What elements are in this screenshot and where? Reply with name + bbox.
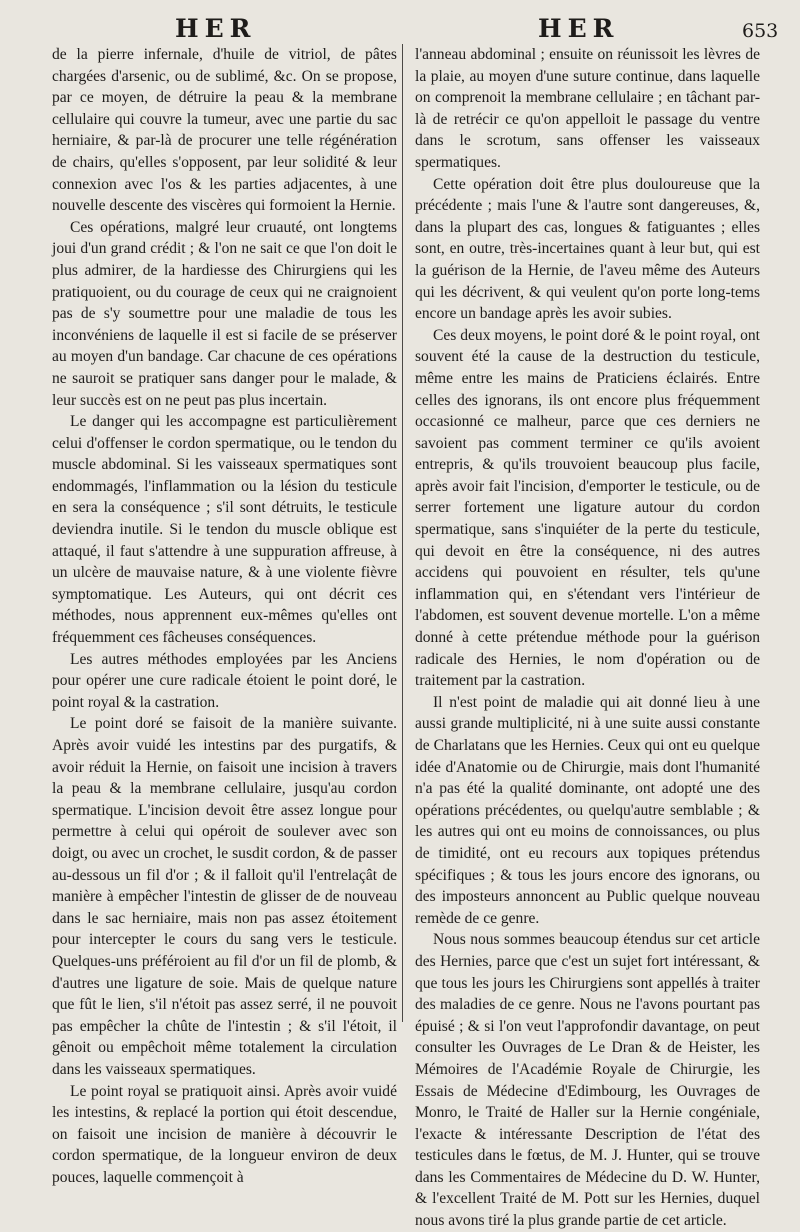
paragraph: l'anneau abdominal ; ensuite on réunissoit les lèvres de la plaie, au moyen d'une suture continue, dans laquelle on comprenoit la membrane cellulaire ; en tâchant par-là de retrécir ce qu'on appelloit le passage du ventre dans le scrotum, sans offenser les vaisseaux spermatiques. — [415, 46, 760, 171]
running-head-right: HER — [538, 14, 620, 43]
paragraph: de la pierre infernale, d'huile de vitriol, de pâtes chargées d'arsenic, ou de sublimé, &c. On se propose, par ce moyen, de détruire la peau & la membrane cellulaire qui couvre la tumeur, avec une partie du sac herniaire, & par-là de procurer une telle régénération de chairs, qu'elles s'opposent, par leur solidité & leur connexion avec l'os & les parties adjacentes, à une nouvelle descente des viscères qui formoient la Hernie. — [52, 46, 397, 215]
paragraph: Le danger qui les accompagne est particulièrement celui d'offenser le cordon spermatique, ou le tendon du muscle abdominal. Si les vaisseaux spermatiques sont endommagés, l'inflammation ou la lésion du testicule en sera la conséquence ; s'il sont détruits, le testicule deviendra inutile. Si le tendon du muscle oblique est attaqué, il faut s'attendre à une suppuration affreuse, à un ulcère de mauvaise nature, & à une violente fièvre symptomatique. Les Auteurs, qui ont décrit ces méthodes, nous apprennent eux-mêmes qu'elles ont fréquemment ces fâcheuses conséquences. — [52, 413, 397, 647]
paragraph: Nous nous sommes beaucoup étendus sur cet article des Hernies, parce que c'est un sujet fort intéressant, & que tous les jours les Chirurgiens sont appellés à traiter des maladies de ce genre. Nous ne l'avons pourtant pas épuisé ; & si l'on veut l'approfondir davantage, on peut consulter les Ouvrages de Le Dran & de Heister, les Mémoires de l'Académie Royale de Chirurgie, les Essais de Médecine d'Edimbourg, les Ouvrages de Monro, le Traité de Haller sur la Hernie congéniale, l'exacte & intéressante Description de l'état des testicules dans le fœtus, de M. J. Hunter, qui se trouve dans les Commentaires de Médecine du D. W. Hunter, & l'excellent Traité de M. Pott sur les Hernies, duquel nous avons tiré la plus grande partie de cet article. — [415, 931, 760, 1230]
paragraph: Cette opération doit être plus douloureuse que la précédente ; mais l'une & l'autre sont dangereuses, &, dans la plupart des cas, longues & fatiguantes ; elles sont, en outre, très-incertaines quant à leur but, qui est la guérison de la Hernie, de l'aveu même des Auteurs qui les décrivent, & qui veulent qu'on porte long-tems encore un bandage après les avoir subies. — [415, 175, 760, 323]
paragraph: Ces deux moyens, le point doré & le point royal, ont souvent été la cause de la destruction du testicule, même entre les mains de Praticiens éclairés. Entre celles des ignorans, ils ont encore plus fréquemment occasionné ce malheur, parce que ces derniers ne savoient pas comment terminer ce qu'ils avoient entrepris, & qu'ils trouvoient beaucoup plus facile, après avoir fait l'incision, d'emporter le testicule, ou de serrer fortement une ligature autour du cordon spermatique, sans s'inquiéter de la perte du testicule, qui devoit en être la conséquence, ni des autres accidens qui pouvoient en résulter, tels qu'une inflammation qui, en s'étendant vers l'intérieur de l'abdomen, est souvent devenue mortelle. L'on a même donné à cette prétendue méthode pour la guérison radicale des Hernies, le nom d'opération ou de traitement par la castration. — [415, 326, 760, 690]
page-number: 653 — [742, 20, 779, 42]
running-head-left: HER — [175, 14, 257, 43]
paragraph: Le point doré se faisoit de la manière suivante. Après avoir vuidé les intestins par des purgatifs, & avoir réduit la Hernie, on faisoit une incision à travers la peau & la membrane cellulaire, jusqu'au cordon spermatique. L'incision devoit être assez longue pour permettre à celui qui opéroit de soulever avec son doigt, ou avec un crochet, le susdit cordon, & de passer au-dessous un fil d'or ; & il falloit qu'il l'entrelaçât de manière à empêcher l'intestin de glisser de de nouveau dans le sac herniaire, mais non pas assez étoitement pour intercepter le cours du sang vers le testicule. Quelques-uns préféroient au fil d'or un fil de plomb, & d'autres une ligature de soie. Mais de quelque nature que fût le lien, s'il n'étoit pas assez serré, il ne pouvoit pas empêcher la chûte de l'intestin ; & s'il l'étoit, il gênoit ou empêchoit même totalement la circulation dans les vaisseaux spermatiques. — [52, 715, 397, 1078]
left-column — [52, 44, 397, 1188]
column-divider — [402, 44, 403, 1022]
paragraph: Il n'est point de maladie qui ait donné lieu à une aussi grande multiplicité, ni à une suite aussi constante de Charlatans que les Hernies. Ceux qui ont eu quelque idée d'Anatomie ou de Chirurgie, mais dont l'humanité n'a pas été la qualité dominante, ont adopté une des opérations précédentes, ou quelqu'autre semblable ; & les autres qui ont eu moins de connoissances, ou plus de timidité, ont eu recours aux topiques prétendus spécifiques ; & tous les jours encore des ignorans, ou des imposteurs annoncent au Public quelque nouveau remède de ce genre. — [415, 693, 760, 927]
paragraph: Ces opérations, malgré leur cruauté, ont longtems joui d'un grand crédit ; & l'on ne sait ce que l'on doit le plus admirer, de la hardiesse des Chirurgiens qui les pratiquoient, ou du courage de ceux qui ne craignoient pas de s'y soumettre pour une maladie de tous les inconvéniens de laquelle il est si facile de se préserver au moyen d'un bandage. Car chacune de ces opérations ne sauroit se pratiquer sans danger pour le malade, & leur succès est on ne peut pas plus incertain. — [52, 218, 397, 409]
paragraph: Le point royal se pratiquoit ainsi. Après avoir vuidé les intestins, & replacé la portion qui étoit descendue, on faisoit une incision de manière à découvrir le cordon spermatique, de la longueur environ de deux pouces, laquelle commençoit à — [52, 1082, 397, 1186]
paragraph: Les autres méthodes employées par les Anciens pour opérer une cure radicale étoient le point doré, le point royal & la castration. — [52, 650, 397, 711]
right-column — [415, 44, 760, 1232]
